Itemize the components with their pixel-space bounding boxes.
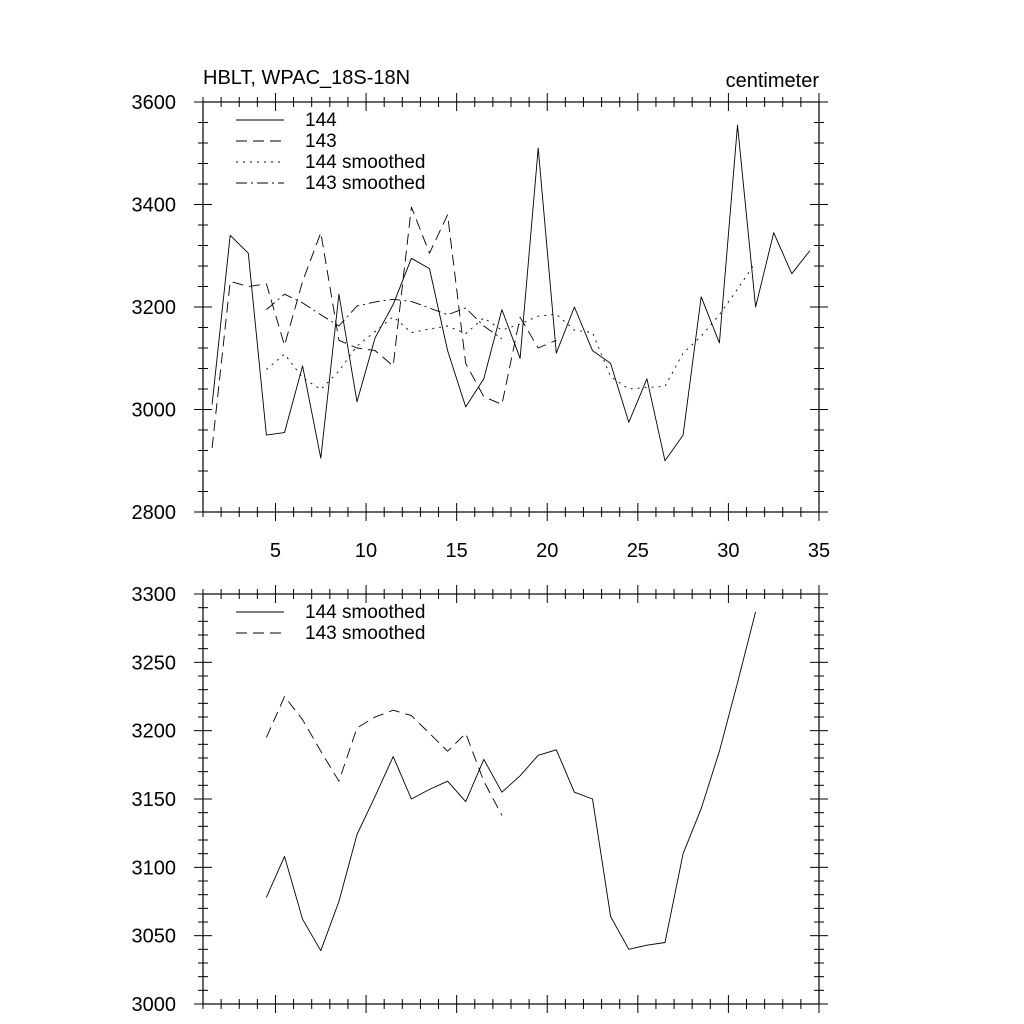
legend-label: 143 smoothed [305,173,426,194]
legend-label: 144 smoothed [305,602,426,623]
x-tick-label: 10 [354,540,378,562]
legend-label: 143 smoothed [305,623,426,644]
legend-label: 143 [305,131,337,152]
y-tick-label: 3250 [131,652,176,675]
x-tick-label: 15 [445,540,468,562]
legend-label: 144 [305,110,337,131]
y-tick-label: 3200 [131,297,176,319]
plot-frame [203,594,819,1004]
series-line [266,294,502,339]
y-tick-label: 3000 [131,994,176,1016]
units-label: centimeter [725,70,819,92]
chart-title: HBLT, WPAC_18S-18N [203,67,411,89]
y-tick-label: 3300 [131,584,176,606]
series-line [266,697,502,816]
series-line [266,612,755,951]
y-tick-label: 3000 [131,399,176,422]
y-tick-label: 3400 [131,194,176,217]
x-tick-label: 25 [626,540,649,562]
x-tick-label: 30 [717,540,740,562]
legend-label: 144 smoothed [305,152,426,173]
y-tick-label: 3050 [131,925,176,948]
y-tick-label: 3200 [131,720,176,743]
bottom-panel [132,584,829,1016]
x-tick-label: 20 [536,540,559,562]
series-line [212,125,810,461]
x-tick-label: 35 [807,540,831,562]
series-line [266,262,755,389]
y-tick-label: 3150 [131,789,176,811]
y-tick-label: 2800 [131,502,176,524]
y-tick-label: 3600 [131,92,176,114]
y-tick-label: 3100 [131,857,176,880]
x-tick-label: 5 [269,540,282,562]
top-panel [132,92,831,562]
